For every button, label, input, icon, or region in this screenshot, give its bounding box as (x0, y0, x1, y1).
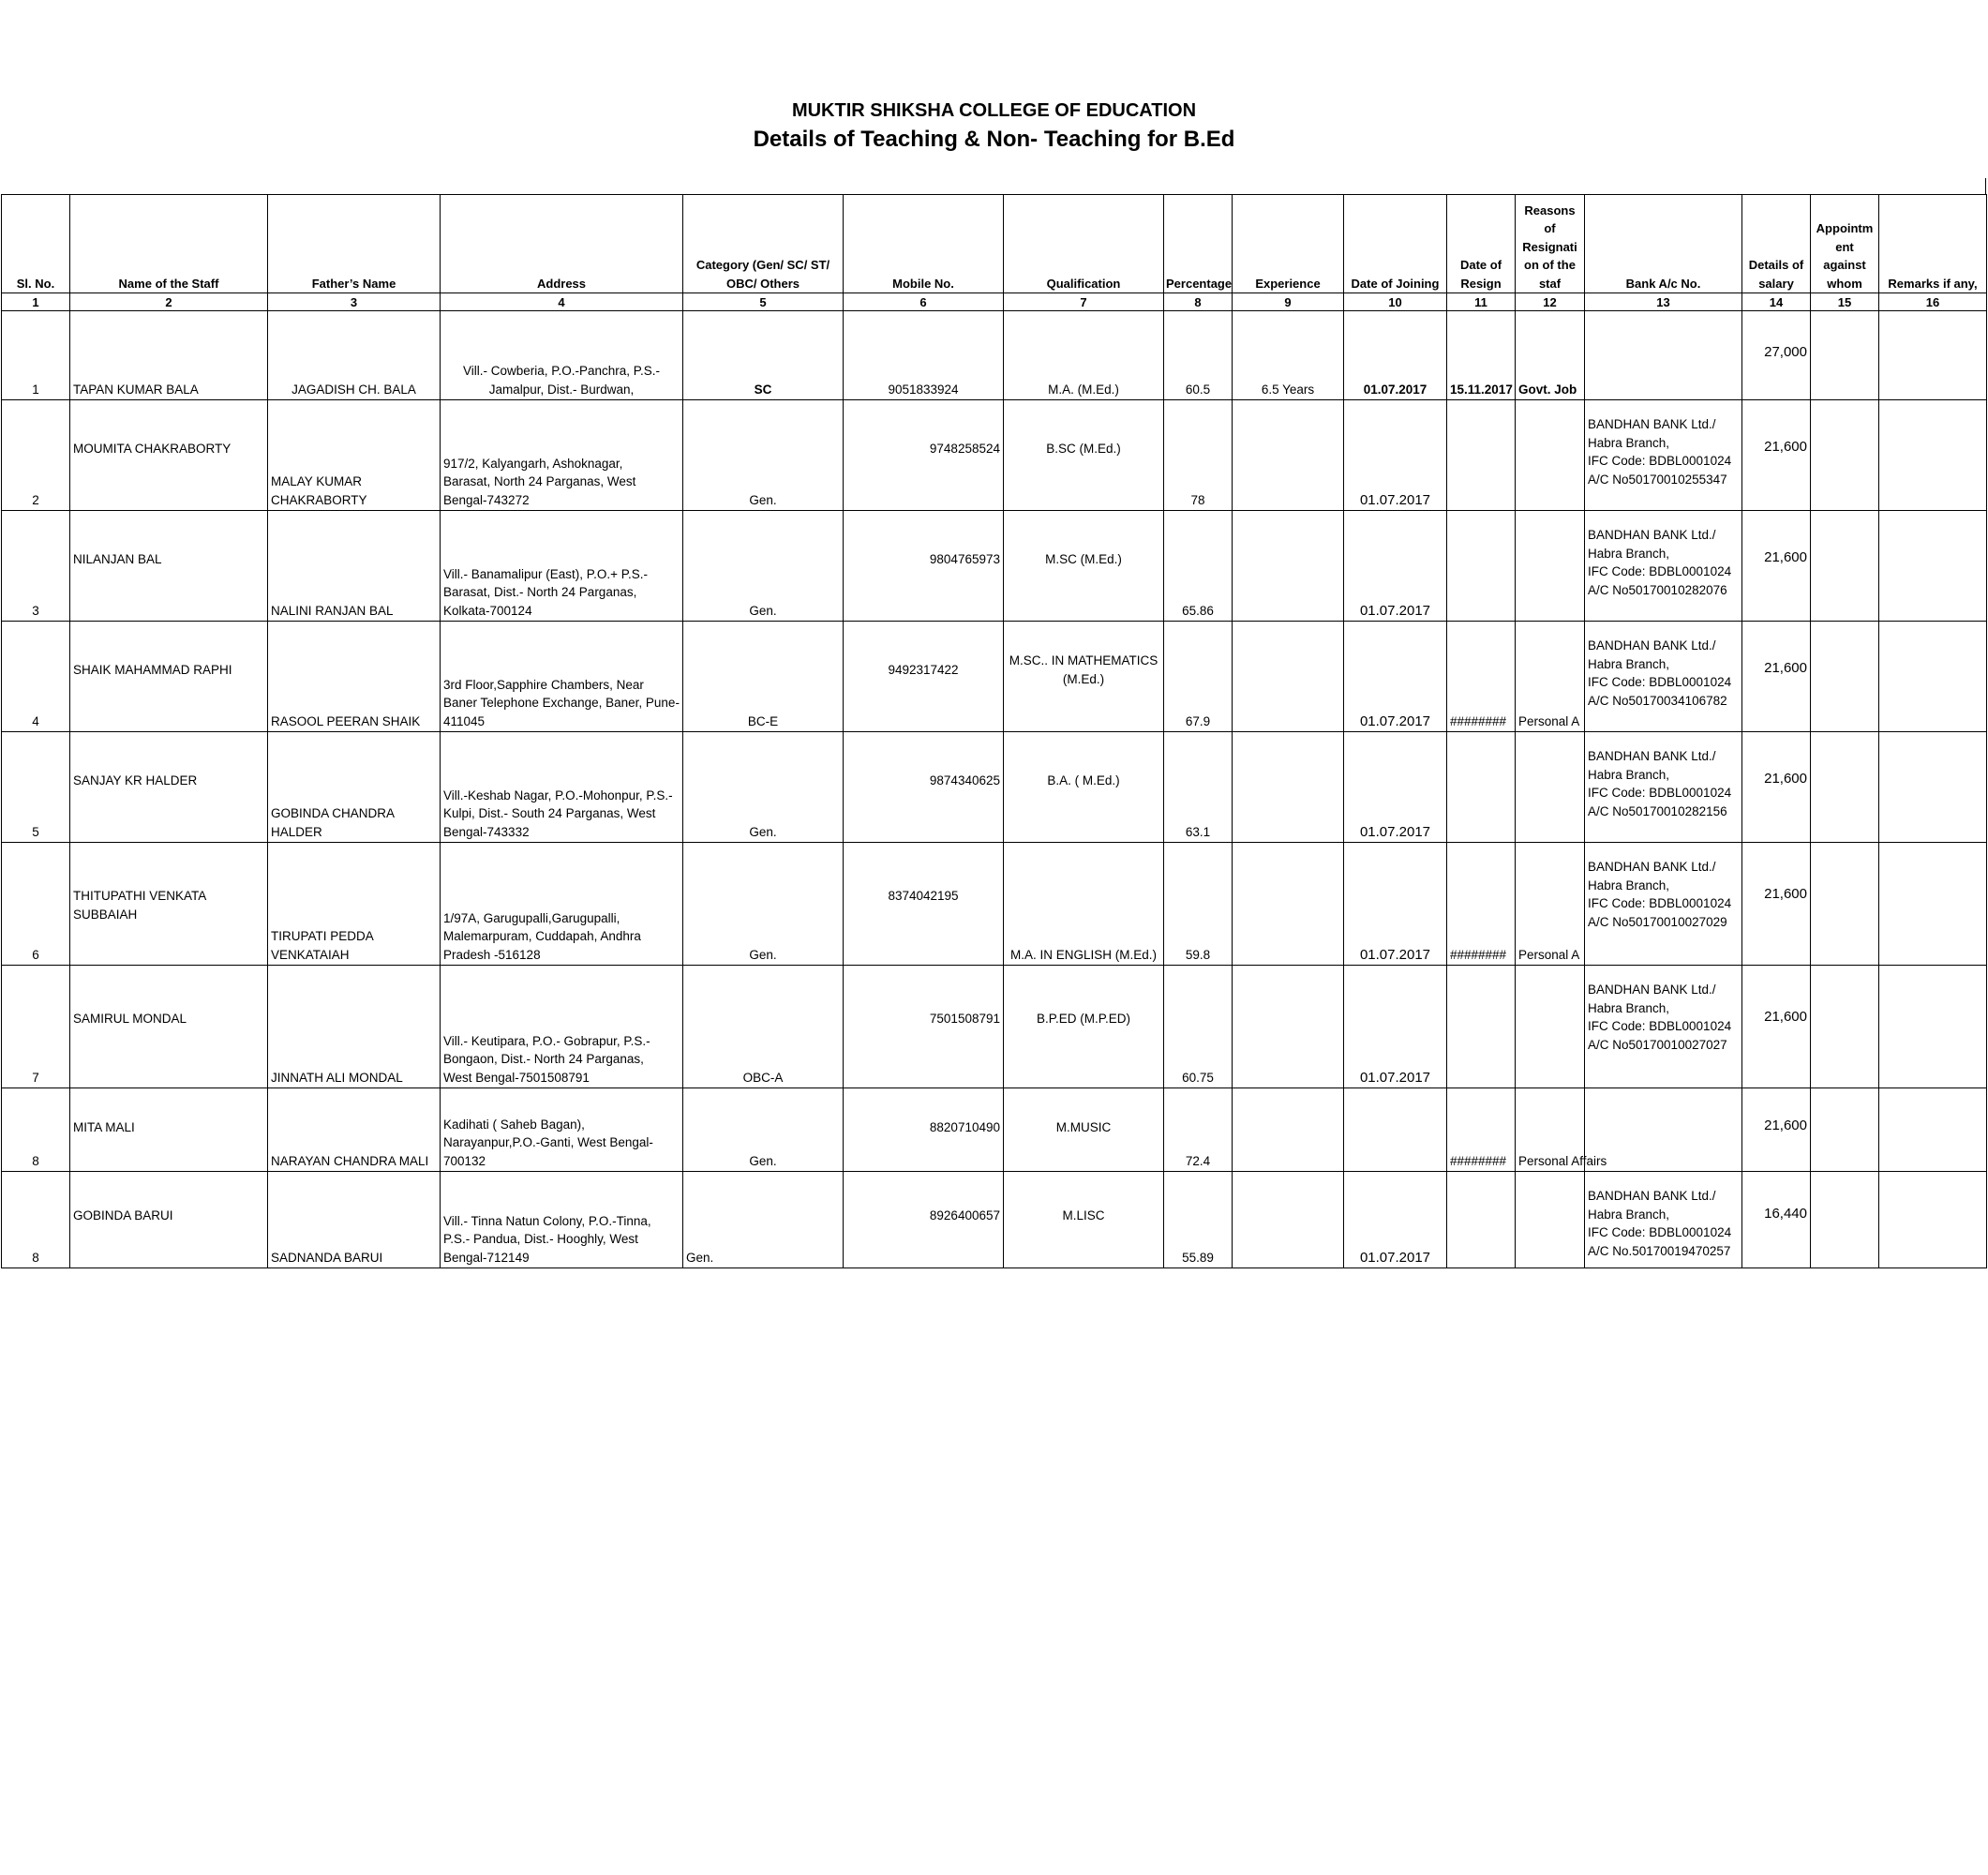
staff-row (2, 511, 1987, 622)
father-name-cell (268, 966, 441, 1088)
bank-account-cell (1585, 966, 1742, 1088)
father-name-text: GOBINDA CHANDRA HALDER (271, 806, 396, 839)
percentage-text: 60.5 (1185, 382, 1211, 397)
remarks-cell (1879, 400, 1987, 511)
address-cell (441, 1172, 683, 1268)
header-date-resign: Date of Resign (1447, 195, 1516, 293)
column-number: 8 (1164, 293, 1233, 311)
salary-text: 21,600 (1764, 660, 1807, 676)
reason-cell (1516, 311, 1585, 400)
date-joining-cell (1344, 966, 1447, 1088)
salary-cell (1742, 400, 1811, 511)
mobile-text: 9804765973 (929, 552, 1000, 566)
staff-name-text: THITUPATHI VENKATA SUBBAIAH (73, 889, 207, 922)
column-number: 2 (70, 293, 268, 311)
column-number: 11 (1447, 293, 1516, 311)
sl-no-cell (2, 511, 70, 622)
qualification-text: B.A. ( M.Ed.) (1047, 773, 1120, 788)
father-name-cell (268, 1172, 441, 1268)
bank-account-text: BANDHAN BANK Ltd./ Habra Branch, IFC Code: BDBL0001024 A/C No50170010027029 (1588, 860, 1732, 929)
sl-no-text: 8 (32, 1250, 39, 1265)
mobile-cell (844, 622, 1004, 732)
column-number: 15 (1811, 293, 1879, 311)
bank-account-text: BANDHAN BANK Ltd./ Habra Branch, IFC Code: BDBL0001024 A/C No50170034106782 (1588, 638, 1732, 708)
qualification-cell (1004, 1088, 1164, 1172)
header-sl-no: Sl. No. (2, 195, 70, 293)
date-joining-text: 01.07.2017 (1359, 491, 1431, 508)
column-number: 5 (683, 293, 844, 311)
staff-details-table (1, 194, 1987, 1268)
address-text: Vill.-Keshab Nagar, P.O.-Mohonpur, P.S.- Kulpi, Dist.- South 24 Parganas, West Bengal-743332 (443, 788, 673, 839)
header-category: Category (Gen/ SC/ ST/ OBC/ Others (683, 195, 844, 293)
staff-row (2, 311, 1987, 400)
bank-account-cell (1585, 511, 1742, 622)
header-remarks: Remarks if any, (1879, 195, 1987, 293)
qualification-text: M.SC (M.Ed.) (1045, 552, 1122, 566)
staff-name-cell (70, 622, 268, 732)
qualification-cell (1004, 311, 1164, 400)
bank-account-cell (1585, 400, 1742, 511)
date-resign-cell (1447, 511, 1516, 622)
qualification-cell (1004, 511, 1164, 622)
mobile-text: 9874340625 (929, 773, 1000, 788)
experience-cell (1233, 622, 1344, 732)
remarks-cell (1879, 622, 1987, 732)
reason-cell (1516, 1172, 1585, 1268)
salary-cell (1742, 622, 1811, 732)
salary-text: 21,600 (1764, 1009, 1807, 1025)
header-date-joining: Date of Joining (1344, 195, 1447, 293)
experience-cell (1233, 400, 1344, 511)
salary-text: 16,440 (1764, 1206, 1807, 1222)
qualification-text: B.SC (M.Ed.) (1046, 442, 1121, 456)
qualification-text: B.P.ED (M.P.ED) (1036, 1012, 1131, 1026)
staff-name-text: GOBINDA BARUI (73, 1208, 173, 1222)
address-cell (441, 400, 683, 511)
qualification-text: M.A. IN ENGLISH (M.Ed.) (1009, 947, 1158, 962)
staff-name-cell (70, 843, 268, 966)
column-number: 4 (441, 293, 683, 311)
date-resign-text: ######## (1450, 1153, 1507, 1168)
bank-account-text: BANDHAN BANK Ltd./ Habra Branch, IFC Code: BDBL0001024 A/C No50170010027027 (1588, 982, 1732, 1052)
date-joining-text: 01.07.2017 (1359, 1249, 1431, 1266)
father-name-cell (268, 511, 441, 622)
qualification-cell (1004, 1172, 1164, 1268)
mobile-cell (844, 966, 1004, 1088)
address-text: Vill.- Banamalipur (East), P.O.+ P.S.- Barasat, Dist.- North 24 Parganas, Kolkata-700124 (443, 566, 648, 618)
bank-account-cell (1585, 732, 1742, 843)
category-cell (683, 511, 844, 622)
staff-row (2, 1088, 1987, 1172)
header-name: Name of the Staff (70, 195, 268, 293)
category-text: Gen. (749, 824, 777, 839)
salary-text: 21,600 (1764, 771, 1807, 787)
address-text: Kadihati ( Saheb Bagan), Narayanpur,P.O.-Ganti, West Bengal- 700132 (443, 1117, 653, 1168)
percentage-text: 55.89 (1182, 1250, 1214, 1265)
date-joining-cell (1344, 311, 1447, 400)
category-text: BC-E (747, 713, 779, 728)
appointment-cell (1811, 622, 1879, 732)
sl-no-text: 2 (32, 492, 39, 507)
experience-cell (1233, 966, 1344, 1088)
mobile-text: 9492317422 (888, 663, 959, 677)
category-text: Gen. (749, 1153, 777, 1168)
mobile-text: 8374042195 (888, 889, 959, 903)
category-cell (683, 311, 844, 400)
percentage-cell (1164, 966, 1233, 1088)
appointment-cell (1811, 511, 1879, 622)
father-name-text: TIRUPATI PEDDA VENKATAIAH (271, 929, 374, 962)
qualification-text: M.A. (M.Ed.) (1048, 382, 1119, 397)
mobile-cell (844, 843, 1004, 966)
category-cell (683, 1088, 844, 1172)
staff-row (2, 1172, 1987, 1268)
staff-name-cell (70, 966, 268, 1088)
header-percentage: Percentage (1164, 195, 1233, 293)
bank-account-cell (1585, 843, 1742, 966)
salary-cell (1742, 843, 1811, 966)
experience-cell (1233, 1088, 1344, 1172)
address-cell (441, 622, 683, 732)
mobile-cell (844, 511, 1004, 622)
reason-cell (1516, 966, 1585, 1088)
salary-text: 27,000 (1764, 344, 1807, 360)
category-cell (683, 400, 844, 511)
father-name-text: MALAY KUMAR CHAKRABORTY (271, 474, 367, 507)
experience-text: 6.5 Years (1261, 382, 1315, 397)
percentage-cell (1164, 311, 1233, 400)
header-qualification: Qualification (1004, 195, 1164, 293)
sl-no-text: 3 (32, 603, 39, 618)
salary-cell (1742, 966, 1811, 1088)
category-text: OBC-A (742, 1070, 784, 1085)
salary-cell (1742, 311, 1811, 400)
category-cell (683, 732, 844, 843)
remarks-cell (1879, 843, 1987, 966)
qualification-cell (1004, 622, 1164, 732)
reason-cell (1516, 400, 1585, 511)
experience-cell (1233, 732, 1344, 843)
reason-cell (1516, 511, 1585, 622)
father-name-cell (268, 732, 441, 843)
date-resign-cell (1447, 1088, 1516, 1172)
address-text: Vill.- Tinna Natun Colony, P.O.-Tinna, P.S.- Pandua, Dist.- Hooghly, West Bengal-712149 (443, 1213, 651, 1265)
mobile-text: 9748258524 (929, 442, 1000, 456)
appointment-cell (1811, 311, 1879, 400)
date-resign-cell (1447, 311, 1516, 400)
percentage-text: 60.75 (1182, 1070, 1214, 1085)
percentage-cell (1164, 511, 1233, 622)
remarks-cell (1879, 1088, 1987, 1172)
mobile-cell (844, 1088, 1004, 1172)
date-joining-cell (1344, 400, 1447, 511)
reason-cell (1516, 622, 1585, 732)
bank-account-text: BANDHAN BANK Ltd./ Habra Branch, IFC Code: BDBL0001024 A/C No50170010282076 (1588, 528, 1732, 597)
percentage-text: 67.9 (1185, 713, 1211, 728)
address-text: 3rd Floor,Sapphire Chambers, Near Baner Telephone Exchange, Baner, Pune- 411045 (443, 677, 680, 728)
category-text: Gen. (749, 492, 777, 507)
address-cell (441, 966, 683, 1088)
date-joining-cell (1344, 843, 1447, 966)
header-mobile: Mobile No. (844, 195, 1004, 293)
reason-cell (1516, 843, 1585, 966)
sl-no-cell (2, 966, 70, 1088)
percentage-cell (1164, 843, 1233, 966)
column-number: 3 (268, 293, 441, 311)
father-name-text: JINNATH ALI MONDAL (271, 1070, 403, 1085)
column-number: 1 (2, 293, 70, 311)
father-name-cell (268, 843, 441, 966)
father-name-text: RASOOL PEERAN SHAIK (271, 713, 421, 728)
staff-row (2, 622, 1987, 732)
category-text: Gen. (686, 1250, 714, 1265)
appointment-cell (1811, 1172, 1879, 1268)
header-salary: Details of salary (1742, 195, 1811, 293)
remarks-cell (1879, 732, 1987, 843)
date-joining-text: 01.07.2017 (1359, 602, 1431, 619)
reason-text: Personal A (1518, 713, 1580, 728)
percentage-cell (1164, 400, 1233, 511)
header-reasons-resignation: Reasons of Resignati on of the staf (1516, 195, 1585, 293)
salary-text: 21,600 (1764, 886, 1807, 902)
staff-name-cell (70, 732, 268, 843)
remarks-cell (1879, 311, 1987, 400)
date-joining-cell (1344, 622, 1447, 732)
sl-no-cell (2, 311, 70, 400)
staff-row (2, 966, 1987, 1088)
sl-no-cell (2, 622, 70, 732)
address-cell (441, 311, 683, 400)
percentage-cell (1164, 1172, 1233, 1268)
sl-no-text: 8 (32, 1153, 39, 1168)
header-bank-account: Bank A/c No. (1585, 195, 1742, 293)
header-experience: Experience (1233, 195, 1344, 293)
date-joining-text: 01.07.2017 (1363, 382, 1427, 397)
address-cell (441, 843, 683, 966)
category-cell (683, 843, 844, 966)
salary-text: 21,600 (1764, 1118, 1807, 1133)
mobile-cell (844, 311, 1004, 400)
staff-name-text: MOUMITA CHAKRABORTY (73, 442, 232, 456)
date-resign-text: ######## (1450, 713, 1507, 728)
percentage-cell (1164, 622, 1233, 732)
page-edge-line (1985, 178, 1986, 195)
salary-cell (1742, 732, 1811, 843)
staff-name-cell (70, 1172, 268, 1268)
percentage-text: 59.8 (1185, 947, 1211, 962)
staff-row (2, 400, 1987, 511)
appointment-cell (1811, 400, 1879, 511)
bank-account-cell (1585, 1172, 1742, 1268)
reason-cell (1516, 732, 1585, 843)
address-text: 917/2, Kalyangarh, Ashoknagar, Barasat, North 24 Parganas, West Bengal-743272 (443, 456, 636, 507)
date-joining-text: 01.07.2017 (1359, 823, 1431, 840)
address-cell (441, 732, 683, 843)
remarks-cell (1879, 1172, 1987, 1268)
experience-cell (1233, 511, 1344, 622)
header-address: Address (441, 195, 683, 293)
qualification-text: M.MUSIC (1055, 1120, 1112, 1134)
sl-no-cell (2, 732, 70, 843)
staff-row (2, 732, 1987, 843)
sl-no-cell (2, 400, 70, 511)
bank-account-text: BANDHAN BANK Ltd./ Habra Branch, IFC Code: BDBL0001024 A/C No50170010282156 (1588, 749, 1732, 818)
date-resign-cell (1447, 400, 1516, 511)
qualification-text: M.SC.. IN MATHEMATICS (M.Ed.) (1009, 653, 1158, 686)
reason-text: Personal Affairs (1518, 1153, 1607, 1168)
header-row (2, 195, 1987, 293)
category-cell (683, 1172, 844, 1268)
appointment-cell (1811, 1088, 1879, 1172)
qualification-cell (1004, 843, 1164, 966)
father-name-cell (268, 311, 441, 400)
bank-account-cell (1585, 1088, 1742, 1172)
column-number: 6 (844, 293, 1004, 311)
father-name-cell (268, 1088, 441, 1172)
date-joining-text: 01.07.2017 (1359, 946, 1431, 963)
date-joining-cell (1344, 732, 1447, 843)
qualification-cell (1004, 966, 1164, 1088)
date-resign-cell (1447, 622, 1516, 732)
date-joining-text: 01.07.2017 (1359, 1069, 1431, 1086)
salary-text: 21,600 (1764, 439, 1807, 455)
qualification-text: M.LISC (1062, 1208, 1105, 1222)
date-joining-cell (1344, 1088, 1447, 1172)
category-cell (683, 622, 844, 732)
document-title: Details of Teaching & Non- Teaching for B.Ed (753, 127, 1235, 152)
mobile-text: 8926400657 (929, 1208, 1000, 1222)
date-joining-cell (1344, 511, 1447, 622)
percentage-cell (1164, 732, 1233, 843)
reason-text: Personal A (1518, 947, 1580, 962)
date-resign-cell (1447, 1172, 1516, 1268)
father-name-cell (268, 622, 441, 732)
staff-name-text: SAMIRUL MONDAL (73, 1012, 187, 1026)
staff-name-text: NILANJAN BAL (73, 552, 162, 566)
category-cell (683, 966, 844, 1088)
category-text: Gen. (749, 947, 777, 962)
address-cell (441, 511, 683, 622)
remarks-cell (1879, 511, 1987, 622)
column-number: 9 (1233, 293, 1344, 311)
reason-cell (1516, 1088, 1607, 1172)
qualification-cell (1004, 732, 1164, 843)
percentage-text: 63.1 (1185, 824, 1211, 839)
appointment-cell (1811, 732, 1879, 843)
mobile-text: 7501508791 (929, 1012, 1000, 1026)
date-resign-text: ######## (1450, 947, 1507, 962)
date-joining-text: 01.07.2017 (1359, 712, 1431, 729)
experience-cell (1233, 311, 1344, 400)
percentage-text: 65.86 (1182, 603, 1214, 618)
mobile-cell (844, 732, 1004, 843)
reason-text: Govt. Job (1518, 382, 1577, 397)
staff-row (2, 843, 1987, 966)
column-number: 12 (1516, 293, 1585, 311)
appointment-cell (1811, 843, 1879, 966)
mobile-cell (844, 1172, 1004, 1268)
sl-no-text: 7 (32, 1070, 39, 1085)
address-text: Vill.- Cowberia, P.O.-Panchra, P.S.- Jamalpur, Dist.- Burdwan, (462, 364, 661, 397)
percentage-text: 78 (1190, 492, 1205, 507)
college-name: MUKTIR SHIKSHA COLLEGE OF EDUCATION (791, 100, 1197, 121)
bank-account-cell (1585, 311, 1742, 400)
staff-name-cell (70, 400, 268, 511)
date-resign-cell (1447, 732, 1516, 843)
sl-no-cell (2, 843, 70, 966)
staff-name-cell (70, 511, 268, 622)
experience-cell (1233, 1172, 1344, 1268)
father-name-text: JAGADISH CH. BALA (291, 382, 416, 397)
qualification-cell (1004, 400, 1164, 511)
date-joining-cell (1344, 1172, 1447, 1268)
sl-no-text: 5 (32, 824, 39, 839)
father-name-text: SADNANDA BARUI (271, 1250, 383, 1265)
column-number: 13 (1585, 293, 1742, 311)
header-father-name: Father’s Name (268, 195, 441, 293)
percentage-text: 72.4 (1185, 1153, 1211, 1168)
address-cell (441, 1088, 683, 1172)
mobile-cell (844, 400, 1004, 511)
date-resign-cell (1447, 966, 1516, 1088)
column-number: 7 (1004, 293, 1164, 311)
sl-no-cell (2, 1172, 70, 1268)
father-name-text: NARAYAN CHANDRA MALI (271, 1153, 429, 1168)
remarks-cell (1879, 966, 1987, 1088)
mobile-text: 9051833924 (888, 382, 959, 397)
column-number: 14 (1742, 293, 1811, 311)
salary-cell (1742, 1088, 1811, 1172)
category-text: SC (754, 382, 772, 397)
mobile-text: 8820710490 (929, 1120, 1000, 1134)
father-name-text: NALINI RANJAN BAL (271, 603, 394, 618)
sl-no-text: 4 (32, 713, 39, 728)
sl-no-cell (2, 1088, 70, 1172)
staff-name-text: SHAIK MAHAMMAD RAPHI (73, 663, 232, 677)
father-name-cell (268, 400, 441, 511)
salary-text: 21,600 (1764, 549, 1807, 565)
sl-no-text: 1 (32, 382, 39, 397)
address-text: 1/97A, Garugupalli,Garugupalli, Malemarpuram, Cuddapah, Andhra Pradesh -516128 (443, 910, 641, 962)
staff-name-text: TAPAN KUMAR BALA (73, 382, 199, 397)
column-number-row (2, 293, 1987, 311)
address-text: Vill.- Keutipara, P.O.- Gobrapur, P.S.- Bongaon, Dist.- North 24 Parganas, West Bengal-7501508791 (443, 1033, 650, 1085)
staff-name-text: MITA MALI (73, 1120, 135, 1134)
date-resign-cell (1447, 843, 1516, 966)
bank-account-text: BANDHAN BANK Ltd./ Habra Branch, IFC Code: BDBL0001024 A/C No.50170019470257 (1588, 1189, 1732, 1258)
sl-no-text: 6 (32, 947, 39, 962)
column-number: 10 (1344, 293, 1447, 311)
staff-name-cell (70, 1088, 268, 1172)
column-number: 16 (1879, 293, 1987, 311)
salary-cell (1742, 1172, 1811, 1268)
appointment-cell (1811, 966, 1879, 1088)
bank-account-cell (1585, 622, 1742, 732)
bank-account-text: BANDHAN BANK Ltd./ Habra Branch, IFC Code: BDBL0001024 A/C No50170010255347 (1588, 417, 1732, 487)
staff-name-text: SANJAY KR HALDER (73, 773, 198, 788)
category-text: Gen. (749, 603, 777, 618)
experience-cell (1233, 843, 1344, 966)
staff-name-cell (70, 311, 268, 400)
percentage-cell (1164, 1088, 1233, 1172)
header-appointment: Appointm ent against whom (1811, 195, 1879, 293)
date-resign-text: 15.11.2017 (1450, 382, 1513, 397)
salary-cell (1742, 511, 1811, 622)
